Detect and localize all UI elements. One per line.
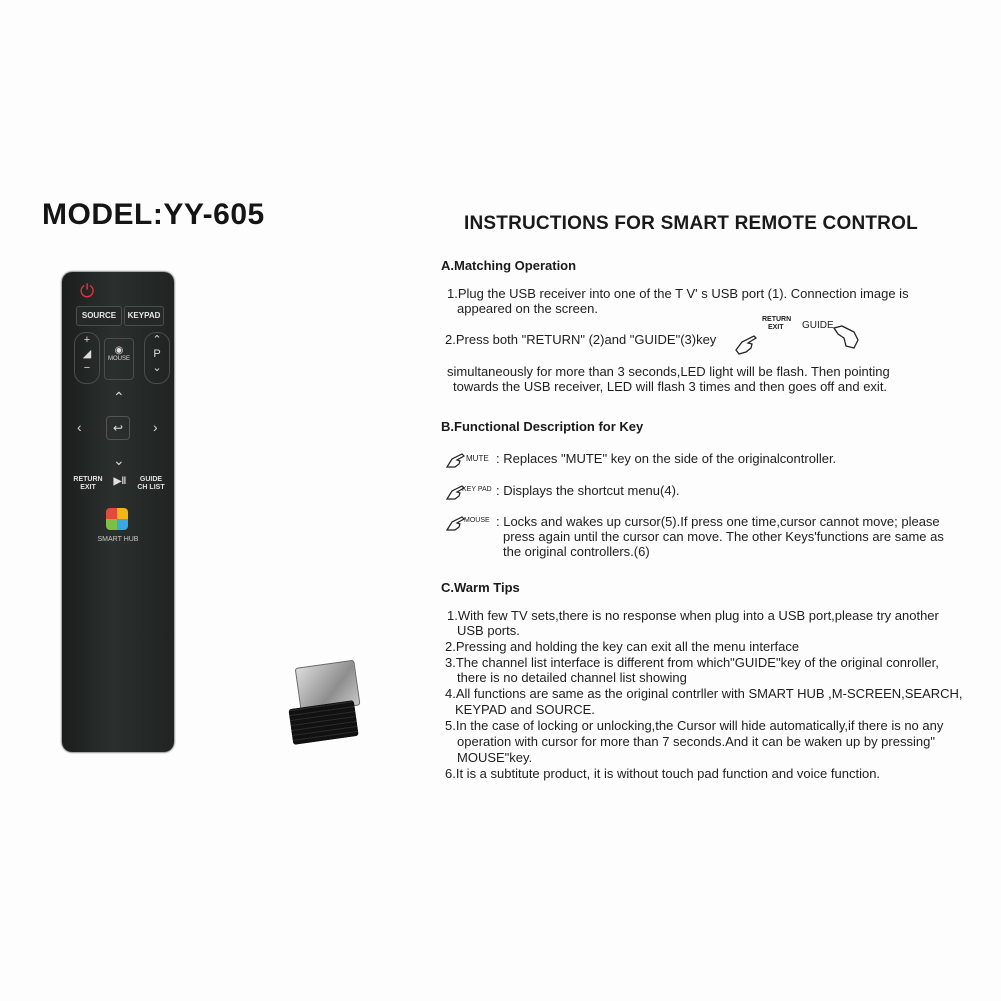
remote-return-button: [72, 476, 104, 492]
mouse-text-b: press again until the cursor can move. The other Keys'functions are same as: [503, 529, 944, 544]
tip-4a: 4.All functions are same as the original contrller with SMART HUB ,M-SCREEN,SEARCH,: [445, 686, 963, 701]
pointing-hand-icon-right: [832, 324, 872, 352]
keypad-text: : Displays the shortcut menu(4).: [496, 483, 680, 498]
mouse-key-label: MOUSE: [464, 517, 490, 524]
remote-mouse-button: [104, 338, 134, 380]
pointing-hand-icon: [734, 334, 762, 356]
enter-icon: ↩: [106, 416, 130, 440]
a-line-3b: towards the USB receiver, LED will flash 3 times and then goes off and exit.: [453, 379, 888, 394]
a-line-3a: simultaneously for more than 3 seconds,LED light will be flash. Then pointing: [447, 364, 890, 379]
section-b-heading: B.Functional Description for Key: [441, 419, 644, 434]
tip-5a: 5.In the case of locking or unlocking,the Cursor will hide automatically,if there is no any: [445, 718, 944, 733]
tip-5c: MOUSE"key.: [457, 750, 533, 765]
remote-keypad-button: KEYPAD: [124, 306, 164, 326]
model-title: MODEL:YY-605: [42, 198, 265, 231]
remote-control-image: [62, 272, 174, 752]
a-line-1b: appeared on the screen.: [457, 301, 598, 316]
tip-6: 6.It is a subtitute product, it is without touch pad function and voice function.: [445, 766, 881, 781]
mouse-text-c: the original controllers.(6): [503, 544, 650, 559]
keypad-key-label: KEY PAD: [462, 486, 492, 493]
right-arrow-icon: ›: [153, 419, 158, 435]
guide-label: GUIDE: [139, 476, 163, 483]
remote-mouse-label: MOUSE: [107, 356, 130, 362]
remote-source-button: SOURCE: [76, 306, 122, 326]
tip-1b: USB ports.: [457, 623, 520, 638]
mouse-text-a: : Locks and wakes up cursor(5).If press one time,cursor cannot move; please: [496, 514, 940, 529]
a-line-2: 2.Press both "RETURN" (2)and "GUIDE"(3)key: [445, 332, 717, 347]
exit-label: EXIT: [80, 484, 96, 491]
return-exit-small-label: [762, 316, 791, 332]
chlist-label: CH LIST: [137, 484, 165, 491]
mute-hand-icon: [446, 452, 468, 470]
guide-small-label: GUIDE: [802, 320, 834, 331]
return-label: RETURN: [73, 476, 103, 483]
remote-guide-button: [136, 476, 166, 492]
smart-hub-label: SMART HUB: [97, 536, 139, 543]
down-arrow-icon: ⌄: [113, 452, 125, 468]
section-a-heading: A.Matching Operation: [441, 258, 577, 273]
a-line-1a: 1.Plug the USB receiver into one of the T V' s USB port (1). Connection image is: [447, 286, 909, 301]
tip-2: 2.Pressing and holding the key can exit all the menu interface: [445, 639, 800, 654]
usb-receiver-body: [288, 700, 358, 745]
volume-rocker: + ◢ −: [74, 332, 100, 384]
channel-rocker: ⌃ P ⌄: [144, 332, 170, 384]
mute-key-label: MUTE: [466, 454, 489, 463]
tip-4b: KEYPAD and SOURCE.: [455, 702, 595, 717]
tip-3a: 3.The channel list interface is different from which"GUIDE"key of the original conroller,: [445, 655, 939, 670]
mute-text: : Replaces "MUTE" key on the side of the originalcontroller.: [496, 451, 837, 466]
mouse-dot-icon: ◉: [114, 345, 124, 356]
power-icon: ⏻: [80, 281, 95, 301]
play-pause-icon: ▶‖: [113, 476, 127, 487]
up-arrow-icon: ⌃: [113, 389, 125, 405]
channel-p-label: P: [153, 348, 161, 360]
tip-3b: there is no detailed channel list showing: [457, 670, 687, 685]
return-small: RETURN: [762, 316, 792, 323]
left-arrow-icon: ‹: [77, 419, 82, 435]
exit-small: EXIT: [768, 324, 784, 331]
tip-5b: operation with cursor for more than 7 seconds.And it can be waken up by pressing": [457, 734, 935, 749]
usb-receiver-image: [283, 659, 369, 749]
tip-1a: 1.With few TV sets,there is no response when plug into a USB port,please try another: [447, 608, 939, 623]
section-c-heading: C.Warm Tips: [441, 580, 520, 595]
smart-hub-icon: [106, 508, 128, 530]
instructions-title: INSTRUCTIONS FOR SMART REMOTE CONTROL: [464, 213, 918, 234]
